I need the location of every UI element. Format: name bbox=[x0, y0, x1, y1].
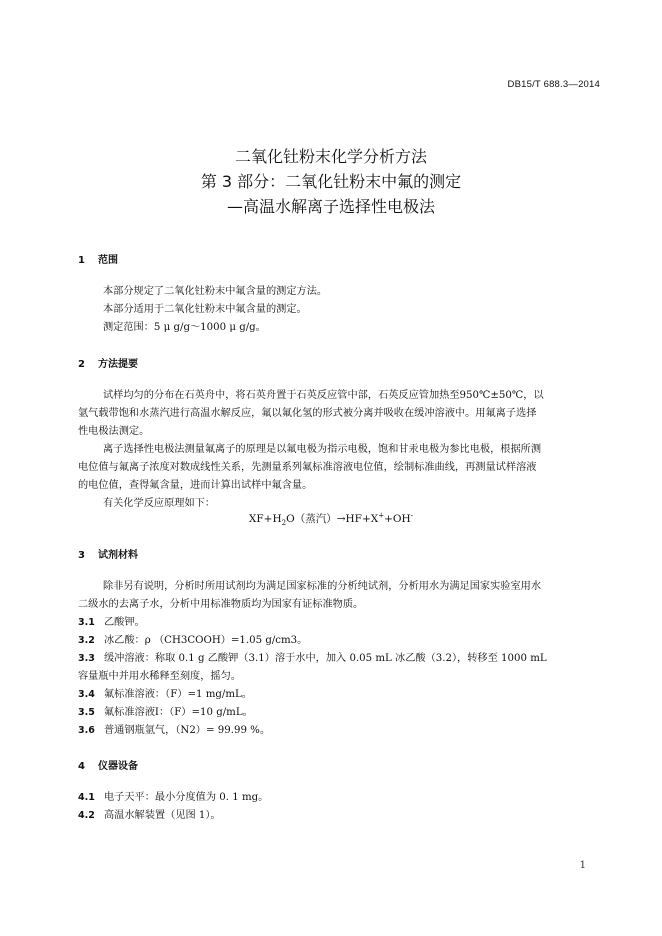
list-item: 3.6 普通钢瓶氩气，（N2）= 99.99 %。 bbox=[78, 725, 271, 736]
section2-para2-line2: 电位值与氟离子浓度对数成线性关系，先测量系列氟标准溶液电位值，绘制标准曲线，再测量试样溶液 bbox=[78, 462, 537, 473]
section2-para1-line2: 氩气载带饱和水蒸汽进行高温水解反应，氟以氟化氢的形式被分离并吸收在缓冲溶液中。用氟离子选择 bbox=[78, 408, 537, 419]
section2-para1-line1: 试样均匀的分布在石英舟中，将石英舟置于石英反应管中部，石英反应管加热至950℃±50℃，以 bbox=[103, 390, 544, 401]
section1-title: 范围 bbox=[98, 255, 118, 266]
section1-para3: 测定范围：5 μ g/g～1000 μ g/g。 bbox=[103, 322, 266, 333]
section2-para3: 有关化学反应原理如下： bbox=[103, 498, 216, 509]
section2-title: 方法提要 bbox=[98, 359, 138, 370]
page-number: 1 bbox=[579, 860, 586, 871]
section2-heading bbox=[78, 355, 138, 370]
section3-para1-line1: 除非另有说明，分析时所用试剂均为满足国家标准的分析纯试剂，分析用水为满足国家实验室用水 bbox=[103, 581, 542, 592]
document-title-line2: 第 3 部分：二氧化钍粉末中氟的测定 bbox=[200, 172, 462, 191]
section3-title: 试剂材料 bbox=[98, 550, 138, 561]
list-item: 4.1 电子天平：最小分度值为 0. 1 mg。 bbox=[78, 792, 269, 803]
section1-number: 1 bbox=[78, 255, 85, 266]
section3-heading bbox=[78, 546, 138, 561]
section4-title: 仪器设备 bbox=[98, 761, 138, 772]
reaction-formula: $XF+H_2O$（蒸汽）→HF+X++OH- bbox=[248, 511, 414, 528]
section3-number: 3 bbox=[78, 550, 85, 561]
list-item: 4.2 高温水解装置（见图 1）。 bbox=[78, 810, 221, 821]
standard-code: DB15/T 688.3—2014 bbox=[507, 79, 600, 90]
section2-para1-line3: 性电极法测定。 bbox=[78, 426, 150, 437]
list-item: 3.4 氟标准溶液：（F）=1 mg/mL。 bbox=[78, 689, 252, 700]
section1-para2: 本部分适用于二氧化钍粉末中氟含量的测定。 bbox=[103, 304, 307, 315]
document-title-line1: 二氧化钍粉末化学分析方法 bbox=[234, 147, 427, 166]
section2-para2-line3: 的电位值，查得氟含量，进而计算出试样中氟含量。 bbox=[78, 480, 313, 491]
section1-heading bbox=[78, 251, 118, 266]
list-item: 3.2 冰乙酸：ρ （CH3COOH）=1.05 g/cm3。 bbox=[78, 635, 308, 646]
list-item: 3.1 乙酸钾。 bbox=[78, 617, 145, 628]
section4-number: 4 bbox=[78, 761, 85, 772]
document-title-line3: —高温水解离子选择性电极法 bbox=[226, 197, 435, 216]
list-item: 3.5 氟标准溶液Ⅰ：（F）=10 g/mL。 bbox=[78, 707, 253, 718]
section2-number: 2 bbox=[78, 359, 85, 370]
section1-para1: 本部分规定了二氧化钍粉末中氟含量的测定方法。 bbox=[103, 286, 328, 297]
section2-para2-line1: 离子选择性电极法测量氟离子的原理是以氟电极为指示电极，饱和甘汞电极为参比电极，根据所测 bbox=[103, 444, 542, 455]
list-item-continuation: 容量瓶中并用水稀释至刻度，摇匀。 bbox=[78, 671, 241, 682]
list-item: 3.3 缓冲溶液：称取 0.1 g 乙酸钾（3.1）溶于水中，加入 0.05 mL 冰乙酸（3.2），转移至 1000 mL bbox=[78, 653, 547, 664]
section3-para1-line2: 二级水的去离子水，分析中用标准物质均为国家有证标准物质。 bbox=[78, 599, 364, 610]
section4-heading bbox=[78, 757, 138, 772]
